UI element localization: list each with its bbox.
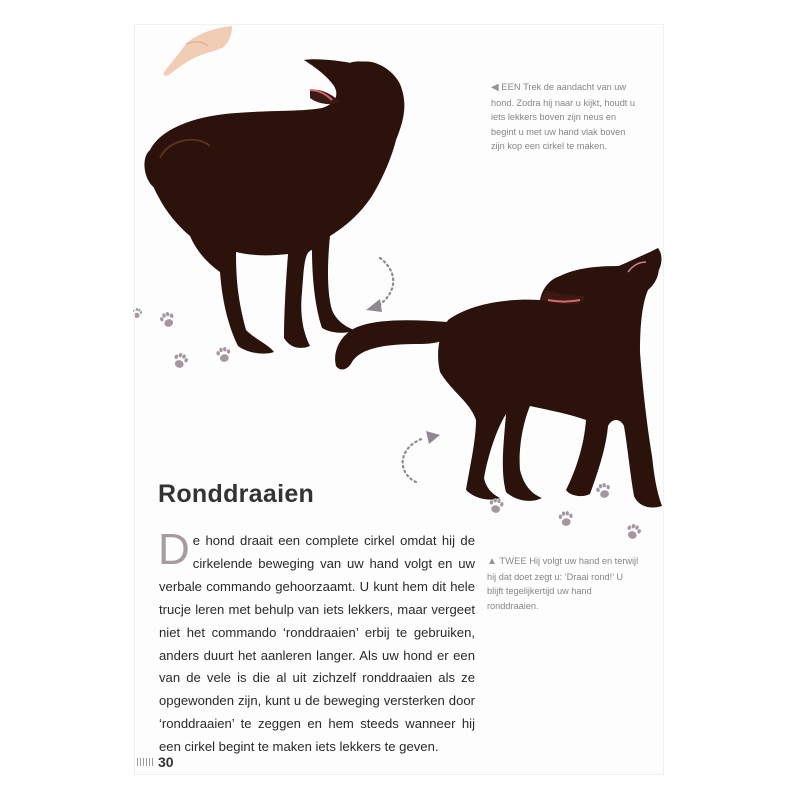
paw-print-icon — [488, 497, 504, 514]
page-number: 30 — [158, 754, 174, 770]
paw-print-icon — [159, 310, 177, 328]
paw-print-icon — [558, 511, 573, 527]
dog-one-image — [144, 59, 404, 353]
page-footer — [134, 754, 174, 770]
caption-text: Hij volgt uw hand en terwijl hij dat doet zegt u: ‘Draai rond!’ U blijft tegelijkertijd uw hand ronddraaien. — [487, 556, 639, 611]
caption-text: Trek de aandacht van uw hond. Zodra hij naar u kijkt, houdt u iets lekkers boven zijn neus en begint u met uw hand vlak boven zijn kop een cirkel te maken. — [491, 82, 636, 152]
page-title: Ronddraaien — [158, 480, 315, 508]
hand-illustration — [163, 26, 232, 76]
body-text: e hond draait een complete cirkel omdat hij de cirkelende beweging van uw hand volgt en uw verbale commando gehoorzaamt. U kunt hem dit hele trucje leren met behulp van iets lekkers, maar vergeet niet het commando ‘ronddraaien’ erbij te gebruiken, anders duurt het aanleren langer. Als uw hond er een van de vele is die al uit zichzelf ronddraaien als ze opgewonden zijn, kunt u de beweging versterken door ‘ronddraaien’ te zeggen en hem steeds wanneer hij een cirkel begint te maken iets lekkers te geven. — [159, 533, 475, 755]
footer-tick-marks — [134, 758, 154, 766]
drop-cap: D — [158, 525, 190, 574]
up-triangle-icon: ▲ — [487, 556, 497, 567]
left-triangle-icon: ◀ — [491, 82, 499, 93]
caption-twee — [487, 554, 640, 613]
paw-print-icon — [132, 307, 143, 319]
caption-een — [491, 80, 641, 154]
curved-arrow-icon — [378, 258, 424, 482]
body-paragraph — [158, 525, 475, 759]
paw-print-icon — [595, 482, 612, 500]
caption-heading: EEN — [501, 82, 521, 92]
paw-print-icon — [216, 346, 232, 363]
dog-two-image — [335, 248, 662, 508]
paw-print-icon — [624, 522, 642, 540]
paw-print-icon — [171, 351, 189, 369]
caption-heading: TWEE — [499, 556, 527, 566]
